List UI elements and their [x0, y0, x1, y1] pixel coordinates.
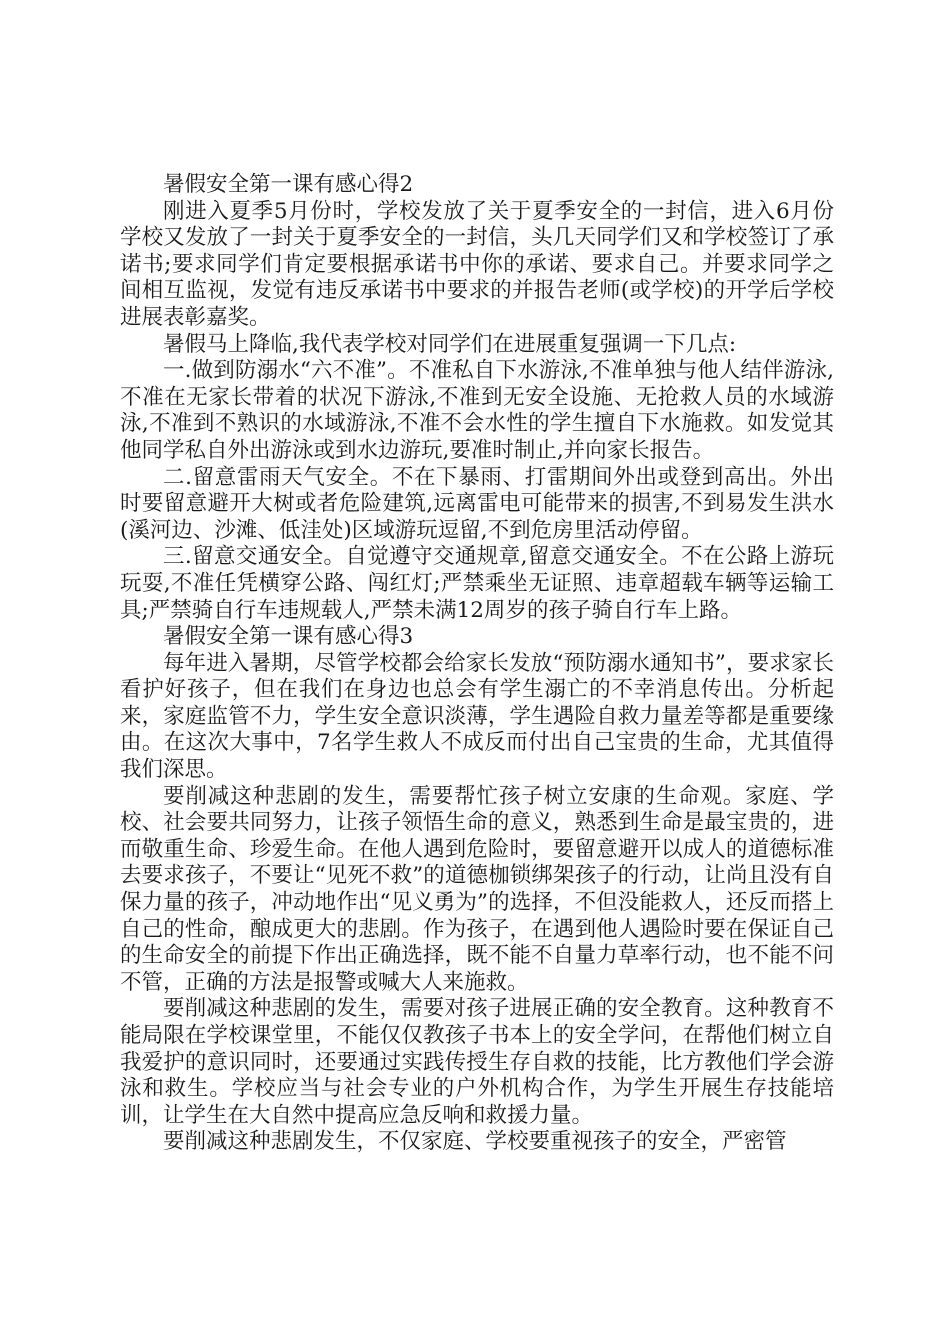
- paragraph: 要削减这种悲剧发生，不仅家庭、学校要重视孩子的安全，严密管: [163, 1129, 787, 1155]
- paragraph: 刚进入夏季5月份时，学校发放了关于夏季安全的一封信，进入6月份学校又发放了一封关于夏季安全的一封信，头几天同学们又和学校签订了承诺书;要求同学们肯定要根据承诺书中你的承诺、要求自己。并要求同学之间相互监视，发觉有违反承诺书中要求的并报告老师(或学校)的开学后学校进展表彰嘉奖。: [120, 198, 834, 330]
- document-page: [120, 172, 834, 1156]
- paragraph: 三.留意交通安全。自觉遵守交通规章,留意交通安全。不在公路上游玩玩耍,不准任凭横穿公路、闯红灯;严禁乘坐无证照、违章超载车辆等运输工具;严禁骑自行车违规载人,严禁未满12周岁的孩子骑自行车上路。: [120, 544, 834, 623]
- paragraph: 一.做到防溺水“六不准”。不准私自下水游泳,不准单独与他人结伴游泳,不准在无家长带着的状况下游泳,不准到无安全设施、无抢救人员的水域游泳,不准到不熟识的水域游泳,不准不会水性的学生擅自下水施救。如发觉其他同学私自外出游泳或到水边游玩,要准时制止,并向家长报告。: [120, 358, 834, 463]
- section-heading: 暑假安全第一课有感心得2: [163, 172, 414, 197]
- section-heading: 暑假安全第一课有感心得3: [163, 624, 414, 650]
- paragraph: 暑假马上降临,我代表学校对同学们在进展重复强调一下几点:: [163, 331, 737, 357]
- paragraph: 二.留意雷雨天气安全。不在下暴雨、打雷期间外出或登到高出。外出时要留意避开大树或者危险建筑,远离雷电可能带来的损害,不到易发生洪水(溪河边、沙滩、低洼处)区域游玩逗留,不到危房里活动停留。: [120, 464, 834, 543]
- paragraph: 要削减这种悲剧的发生，需要帮忙孩子树立安康的生命观。家庭、学校、社会要共同努力，让孩子领悟生命的意义，熟悉到生命是最宝贵的，进而敬重生命、珍爱生命。在他人遇到危险时，要留意避开以成人的道德标准去要求孩子，不要让“见死不救”的道德枷锁绑架孩子的行动，让尚且没有自保力量的孩子，冲动地作出“见义勇为”的选择，不但没能救人，还反而搭上自己的性命，酿成更大的悲剧。作为孩子，在遇到他人遇险时要在保证自己的生命安全的前提下作出正确选择，既不能不自量力草率行动，也不能不问不管，正确的方法是报警或喊大人来施救。: [120, 783, 834, 995]
- paragraph: 每年进入暑期，尽管学校都会给家长发放“预防溺水通知书”，要求家长看护好孩子，但在我们在身边也总会有学生溺亡的不幸消息传出。分析起来，家庭监管不力，学生安全意识淡薄，学生遇险自救力量差等都是重要缘由。在这次大事中，7名学生救人不成反而付出自己宝贵的生命，尤其值得我们深思。: [120, 650, 834, 783]
- paragraph: 要削减这种悲剧的发生，需要对孩子进展正确的安全教育。这种教育不能局限在学校课堂里，不能仅仅教孩子书本上的安全学问，在帮他们树立自我爱护的意识同时，还要通过实践传授生存自救的技能，比方教他们学会游泳和救生。学校应当与社会专业的户外机构合作，为学生开展生存技能培训，让学生在大自然中提高应急反响和救援力量。: [120, 996, 834, 1128]
